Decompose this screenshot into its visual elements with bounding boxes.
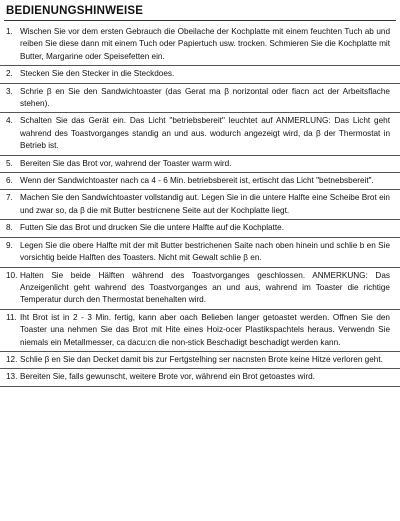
instruction-item xyxy=(0,156,400,173)
item-text: Wenn der Sandwichtoaster nach ca 4 - 6 Min. betriebsbereit ist, ertischt das Licht "betnebsbereit". xyxy=(20,176,374,186)
instruction-item xyxy=(0,369,400,386)
instruction-item xyxy=(0,24,400,66)
item-number: 13. xyxy=(6,372,18,382)
item-text: Wischen Sie vor dem ersten Gebrauch die Obeilache der Kochplatte mit einem feuchten Tuch ab und reiben Sie diese dann mit einem Tuch oder Papiertuch usw. trocken. Schmieren Sie die Kochplatte mit Butter, Margarine oder Speisefetten ein. xyxy=(20,27,390,61)
item-text: Schlie β en Sie dan Decket damit bis zur Fertgstelhing ser nacnsten Brote keine Hitze verloren geht. xyxy=(20,354,383,364)
title-divider xyxy=(4,20,396,21)
instruction-item xyxy=(0,220,400,237)
instruction-item xyxy=(0,66,400,83)
item-number: 8. xyxy=(6,223,13,233)
item-number: 1. xyxy=(6,27,13,36)
instruction-item xyxy=(0,190,400,220)
item-text: Stecken Sie den Stecker in die Steckdoes. xyxy=(20,69,175,79)
instruction-item xyxy=(0,310,400,352)
item-number: 4. xyxy=(6,116,13,126)
instruction-item xyxy=(0,352,400,369)
item-text: Machen Sie den Sandwichtoaster vollstandig aut. Legen Sie in die untere Halfte eine Scheibe Brot ein und zwar so, da β die mit Butter bestricnene Seite aut der Kochplatte liegt. xyxy=(20,193,390,215)
instruction-item xyxy=(0,268,400,310)
instruction-item xyxy=(0,238,400,268)
item-number: 3. xyxy=(6,86,13,96)
item-number: 5. xyxy=(6,158,13,168)
item-number: 12. xyxy=(6,354,18,364)
item-text: Bereiten Sie das Brot vor, wahrend der Toaster warm wird. xyxy=(20,158,232,168)
item-text: Iht Brot ist in 2 - 3 Min. fertig, kann aber oach Belieben langer getoastet werden. Offnen Sie den Toaster una nehmen Sie das Brot mit Hite eines Hoiz-ocer Plastikspachtels heraus. Verwendn Sie niemals ein Metallmesser, ca dacu:cn die non-stick Beschadigt beschadigt werden kann. xyxy=(20,312,390,347)
item-number: 10. xyxy=(6,270,18,280)
instruction-item xyxy=(0,84,400,114)
item-number: 7. xyxy=(6,193,13,203)
instruction-item xyxy=(0,173,400,190)
item-text: Bereiten Sie, falls gewunscht, weitere Brote vor, während ein Brot getoastes wird. xyxy=(20,372,315,382)
item-text: Halten Sie beide Hälften während des Toastvorganges geschlossen. ANMERKUNG: Das Anzeigenlicht geht wahrend des Toastvorganges an und aus, wahrend im Toaster die richtige Temperatur durch den Thermostat benehalten wird. xyxy=(20,270,390,305)
item-text: Schrie β en Sie den Sandwichtoaster (das Gerat ma β norizontal oder fiacn act der Arbeitsflache stehen). xyxy=(20,86,390,109)
document-title: BEDIENUNGSHINWEISE xyxy=(6,5,144,17)
item-number: 9. xyxy=(6,240,13,250)
instruction-item xyxy=(0,113,400,155)
item-number: 11. xyxy=(6,312,17,322)
item-number: 2. xyxy=(6,69,13,79)
item-number: 6. xyxy=(6,176,13,186)
item-text: Schalten Sie das Gerät ein. Das Licht "betriebsbereit" leuchtet auf ANMERLUNG: Das Licht geht wahrend des Toastvorganges standig an und aus. wodurch angezeigt wird, da β der Thermostat in Betrieb ist. xyxy=(20,116,390,151)
item-text: Futten Sie das Brot und drucken Sie die untere Halfte auf die Kochplatte. xyxy=(20,223,284,233)
item-text: Legen Sie die obere Halfte mit der mit Butter bestrichenen Saite nach oben hinein und schlie b en Sie vorsichtig beide Halften des Toasters. Nicht mit Gewalt schlie β en. xyxy=(20,240,390,263)
instruction-list xyxy=(0,24,400,387)
